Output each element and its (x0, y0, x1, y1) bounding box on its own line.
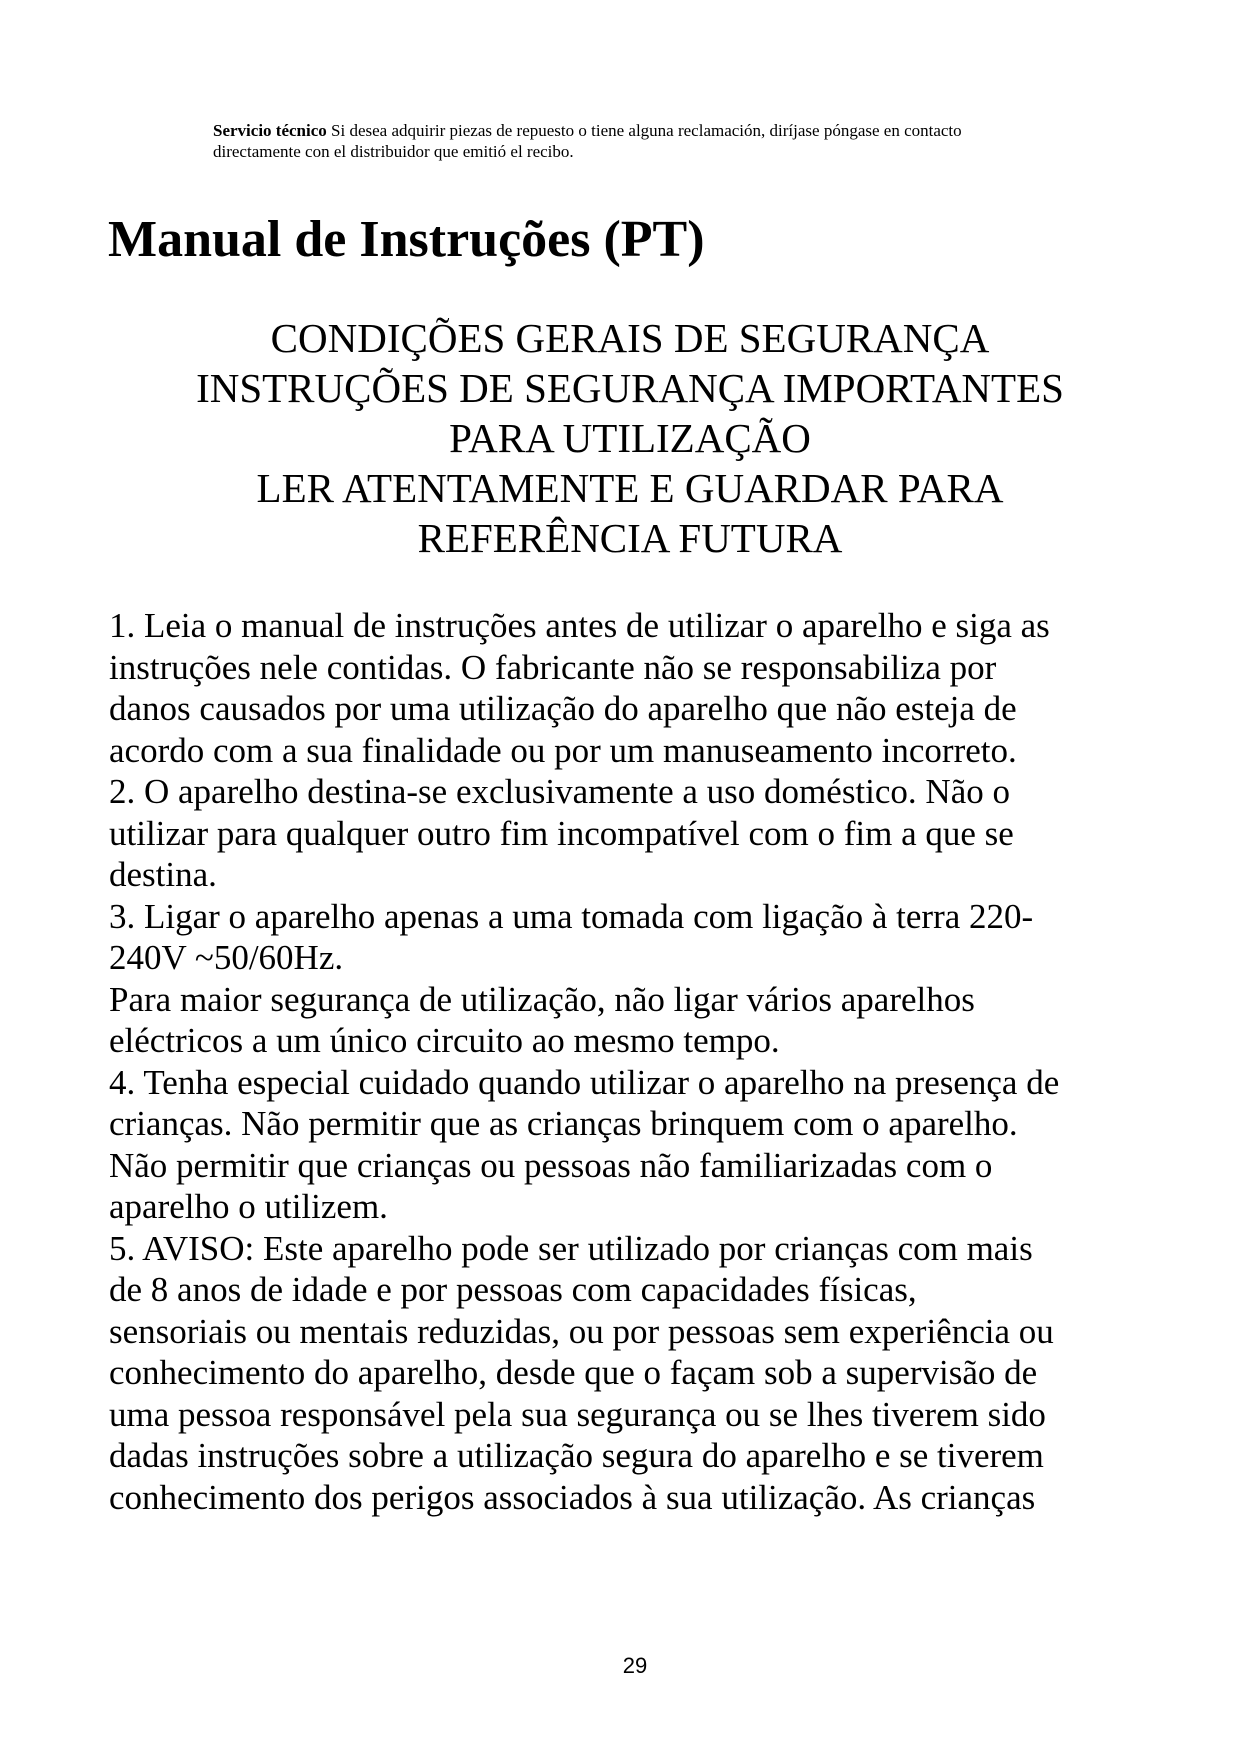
safety-heading-line: CONDIÇÕES GERAIS DE SEGURANÇA (270, 315, 990, 361)
safety-heading-line: REFERÊNCIA FUTURA (417, 515, 843, 561)
body-line: 5. AVISO: Este aparelho pode ser utilizado por crianças com mais (109, 1228, 1033, 1268)
body-line: instruções nele contidas. O fabricante não se responsabiliza por (109, 647, 997, 687)
body-line: conhecimento do aparelho, desde que o façam sob a supervisão de (109, 1353, 1038, 1392)
instructions-body (109, 605, 1179, 1518)
body-line: 4. Tenha especial cuidado quando utilizar o aparelho na presença de (109, 1062, 1060, 1102)
body-line: Para maior segurança de utilização, não ligar vários aparelhos (109, 979, 975, 1019)
body-line: Não permitir que crianças ou pessoas não familiarizadas com o (109, 1145, 993, 1185)
manual-title: Manual de Instruções (PT) (108, 211, 705, 268)
service-note-line-1 (213, 120, 1093, 141)
page-number: 29 (622, 1653, 648, 1678)
body-line: de 8 anos de idade e por pessoas com capacidades físicas, (109, 1270, 917, 1309)
body-line: 240V ~50/60Hz. (109, 938, 344, 977)
body-line: uma pessoa responsável pela sua segurança ou se lhes tiverem sido (109, 1394, 1046, 1434)
body-line: 1. Leia o manual de instruções antes de utilizar o aparelho e siga as (109, 606, 1050, 645)
body-line: destina. (109, 855, 217, 894)
body-line: sensoriais ou mentais reduzidas, ou por pessoas sem experiência ou (109, 1311, 1054, 1351)
service-note (213, 120, 1093, 162)
body-line: utilizar para qualquer outro fim incompatível com o fim a que se (109, 813, 1014, 853)
service-note-label: Servicio técnico (213, 121, 327, 140)
service-note-text: Si desea adquirir piezas de repuesto o tiene alguna reclamación, diríjase póngase en contacto (326, 121, 962, 140)
safety-heading (100, 313, 1160, 563)
body-line: eléctricos a um único circuito ao mesmo tempo. (109, 1021, 780, 1060)
body-line: crianças. Não permitir que as crianças brinquem com o aparelho. (109, 1104, 1018, 1143)
body-line: acordo com a sua finalidade ou por um manuseamento incorreto. (109, 730, 1017, 770)
body-line: 3. Ligar o aparelho apenas a uma tomada com ligação à terra 220- (109, 896, 1034, 936)
body-line: aparelho o utilizem. (109, 1187, 388, 1226)
safety-heading-line: INSTRUÇÕES DE SEGURANÇA IMPORTANTES (196, 365, 1064, 411)
safety-heading-line: LER ATENTAMENTE E GUARDAR PARA (256, 465, 1004, 511)
body-line: danos causados por uma utilização do aparelho que não esteja de (109, 689, 1017, 728)
body-line: 2. O aparelho destina-se exclusivamente a uso doméstico. Não o (109, 772, 1010, 811)
service-note-line-2: directamente con el distribuidor que emitió el recibo. (213, 142, 574, 161)
body-line: conhecimento dos perigos associados à sua utilização. As crianças (109, 1477, 1036, 1517)
body-line: dadas instruções sobre a utilização segura do aparelho e se tiverem (109, 1436, 1044, 1475)
safety-heading-line: PARA UTILIZAÇÃO (449, 415, 811, 461)
